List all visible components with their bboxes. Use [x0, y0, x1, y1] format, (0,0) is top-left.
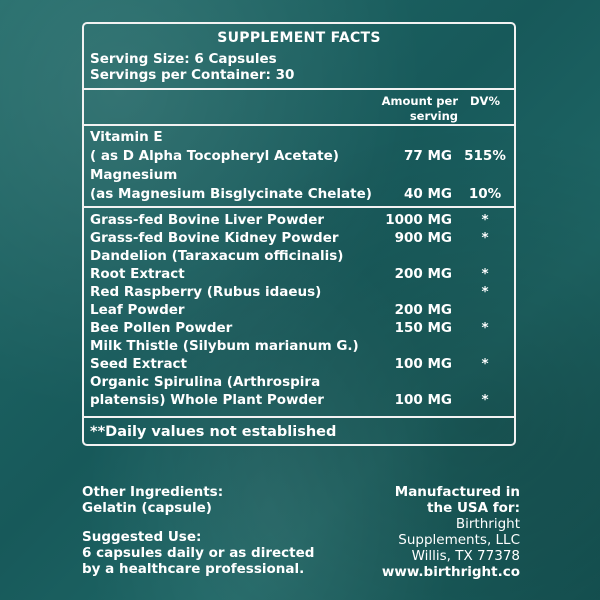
nutrient-dv: 515%	[464, 148, 506, 164]
ingredient-amount: 150 MG	[394, 320, 452, 336]
divider	[84, 124, 514, 126]
vitamin-row	[90, 147, 508, 165]
other-ingredients-heading: Other Ingredients:	[82, 484, 224, 500]
ingredient-dv: *	[481, 230, 489, 246]
ingredient-amount: 100 MG	[394, 356, 452, 372]
other-ingredients	[82, 484, 223, 516]
ingredient-row	[90, 337, 508, 355]
ingredient-row	[90, 283, 508, 301]
ingredient-dv: *	[481, 320, 489, 336]
nutrient-name: Vitamin E	[90, 129, 163, 145]
manufacturer-info	[382, 484, 520, 580]
manufacturer-line: the USA for:	[427, 500, 520, 516]
manufacturer-line: Birthright	[455, 516, 520, 532]
ingredient-name: Bee Pollen Powder	[90, 320, 233, 336]
suggested-use-line: by a healthcare professional.	[82, 561, 305, 577]
ingredient-name: Root Extract	[90, 266, 185, 282]
daily-values-footnote: **Daily values not established	[90, 424, 337, 440]
ingredient-name: Grass-fed Bovine Liver Powder	[90, 212, 325, 228]
ingredient-amount: 200 MG	[394, 266, 452, 282]
ingredient-name: Dandelion (Taraxacum officinalis)	[90, 248, 344, 264]
dv-column-header: DV%	[470, 94, 500, 108]
ingredient-name: Organic Spirulina (Arthrospira	[90, 374, 321, 390]
ingredient-row	[90, 247, 508, 265]
divider	[84, 88, 514, 90]
ingredient-name: Leaf Powder	[90, 302, 185, 318]
nutrient-name: (as Magnesium Bisglycinate Chelate)	[90, 186, 372, 202]
other-ingredients-text: Gelatin (capsule)	[82, 500, 212, 516]
ingredient-name: Red Raspberry (Rubus idaeus)	[90, 284, 322, 300]
suggested-use-heading: Suggested Use:	[82, 529, 202, 545]
ingredient-name: Grass-fed Bovine Kidney Powder	[90, 230, 339, 246]
ingredient-amount: 100 MG	[394, 392, 452, 408]
nutrient-dv: 10%	[468, 186, 502, 202]
amount-header-line1: Amount per	[381, 94, 458, 108]
nutrient-amount: 77 MG	[403, 148, 452, 164]
suggested-use-line: 6 capsules daily or as directed	[82, 545, 315, 561]
website-link[interactable]: www.birthright.co	[381, 564, 520, 580]
manufacturer-line: Manufactured in	[394, 484, 520, 500]
serving-size: Serving Size: 6 Capsules	[90, 51, 277, 67]
ingredient-row	[90, 373, 508, 391]
panel-title: SUPPLEMENT FACTS	[217, 30, 381, 46]
manufacturer-line: Supplements, LLC	[398, 532, 520, 548]
vitamin-row	[90, 166, 508, 184]
manufacturer-line: Willis, TX 77378	[411, 548, 520, 564]
vitamin-row	[90, 128, 508, 146]
ingredient-dv: *	[481, 356, 489, 372]
divider	[84, 206, 514, 208]
ingredient-dv: *	[481, 392, 489, 408]
ingredient-dv: *	[481, 212, 489, 228]
ingredient-row	[90, 319, 508, 337]
ingredient-row	[90, 211, 508, 229]
ingredient-name: Seed Extract	[90, 356, 188, 372]
ingredient-name: Milk Thistle (Silybum marianum G.)	[90, 338, 359, 354]
ingredient-row	[90, 355, 508, 373]
ingredient-row	[90, 391, 508, 409]
supplement-facts-panel	[82, 22, 516, 446]
ingredient-name: platensis) Whole Plant Powder	[90, 392, 324, 408]
ingredient-dv: *	[481, 284, 489, 300]
ingredient-row	[90, 229, 508, 247]
divider	[84, 416, 514, 418]
ingredient-row	[90, 265, 508, 283]
ingredient-amount: 900 MG	[394, 230, 452, 246]
nutrient-name: Magnesium	[90, 167, 178, 183]
ingredient-dv: *	[481, 266, 489, 282]
nutrient-name: ( as D Alpha Tocopheryl Acetate)	[90, 148, 339, 164]
servings-per-container: Servings per Container: 30	[90, 67, 295, 83]
amount-column-header	[382, 94, 458, 124]
vitamin-row	[90, 185, 508, 203]
suggested-use	[82, 529, 314, 577]
ingredient-amount: 1000 MG	[385, 212, 452, 228]
amount-header-line2: serving	[409, 109, 458, 123]
nutrient-amount: 40 MG	[403, 186, 452, 202]
ingredient-row	[90, 301, 508, 319]
ingredient-amount: 200 MG	[394, 302, 452, 318]
